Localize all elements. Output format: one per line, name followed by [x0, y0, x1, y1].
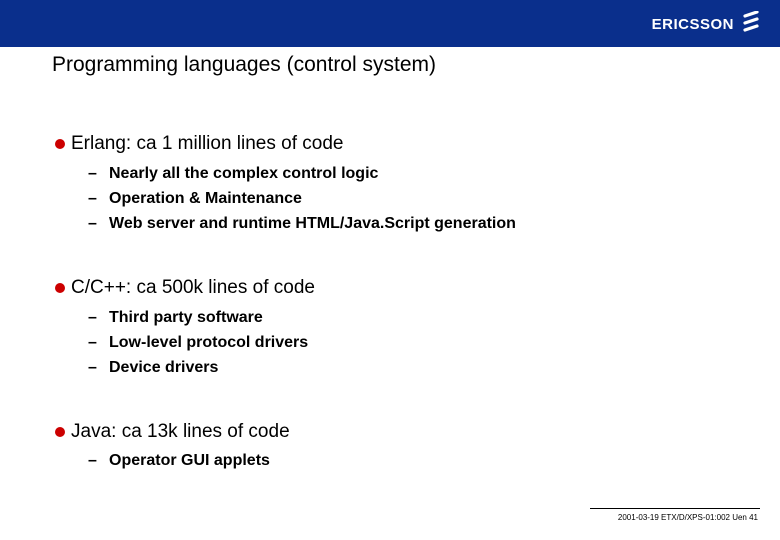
main-bullet-cpp [55, 274, 755, 302]
footer-divider [590, 508, 760, 509]
sub-bullet: – Web server and runtime HTML/Java.Script generation [88, 214, 516, 232]
sub-bullet-text: Low-level protocol drivers [109, 333, 309, 351]
sub-bullet: – Operation & Maintenance [88, 189, 302, 207]
main-bullet-erlang [55, 130, 755, 158]
bullet-dot-icon [55, 139, 65, 149]
sub-bullet: – Nearly all the complex control logic [88, 164, 379, 182]
sub-bullet-text: Nearly all the complex control logic [109, 164, 379, 182]
bullet-list [55, 130, 755, 473]
brand-name: ERICSSON [651, 15, 734, 33]
ericsson-logo-icon [742, 11, 760, 38]
brand-logo [652, 12, 760, 36]
sub-bullet: – Third party software [88, 308, 263, 326]
sub-bullet-text: Operator GUI applets [109, 451, 270, 469]
bullet-dot-icon [55, 283, 65, 293]
sub-bullet-text: Web server and runtime HTML/Java.Script generation [109, 214, 516, 232]
sub-bullet: – Device drivers [88, 358, 219, 376]
header-bar [0, 0, 780, 47]
sub-bullet: – Low-level protocol drivers [88, 333, 309, 351]
sub-bullet-text: Operation & Maintenance [109, 189, 302, 207]
sub-bullet: – Operator GUI applets [88, 451, 270, 469]
sub-bullet-text: Device drivers [109, 358, 219, 376]
bullet-heading: Erlang: ca 1 million lines of code [71, 133, 344, 154]
bullet-dot-icon [55, 427, 65, 437]
bullet-heading: C/C++: ca 500k lines of code [71, 277, 315, 298]
slide-title: Programming languages (control system) [52, 53, 436, 76]
main-bullet-java [55, 418, 755, 446]
sub-bullet-text: Third party software [109, 308, 263, 326]
footer-text: 2001-03-19 ETX/D/XPS-01:002 Uen 41 [617, 513, 758, 522]
bullet-heading: Java: ca 13k lines of code [71, 421, 290, 442]
